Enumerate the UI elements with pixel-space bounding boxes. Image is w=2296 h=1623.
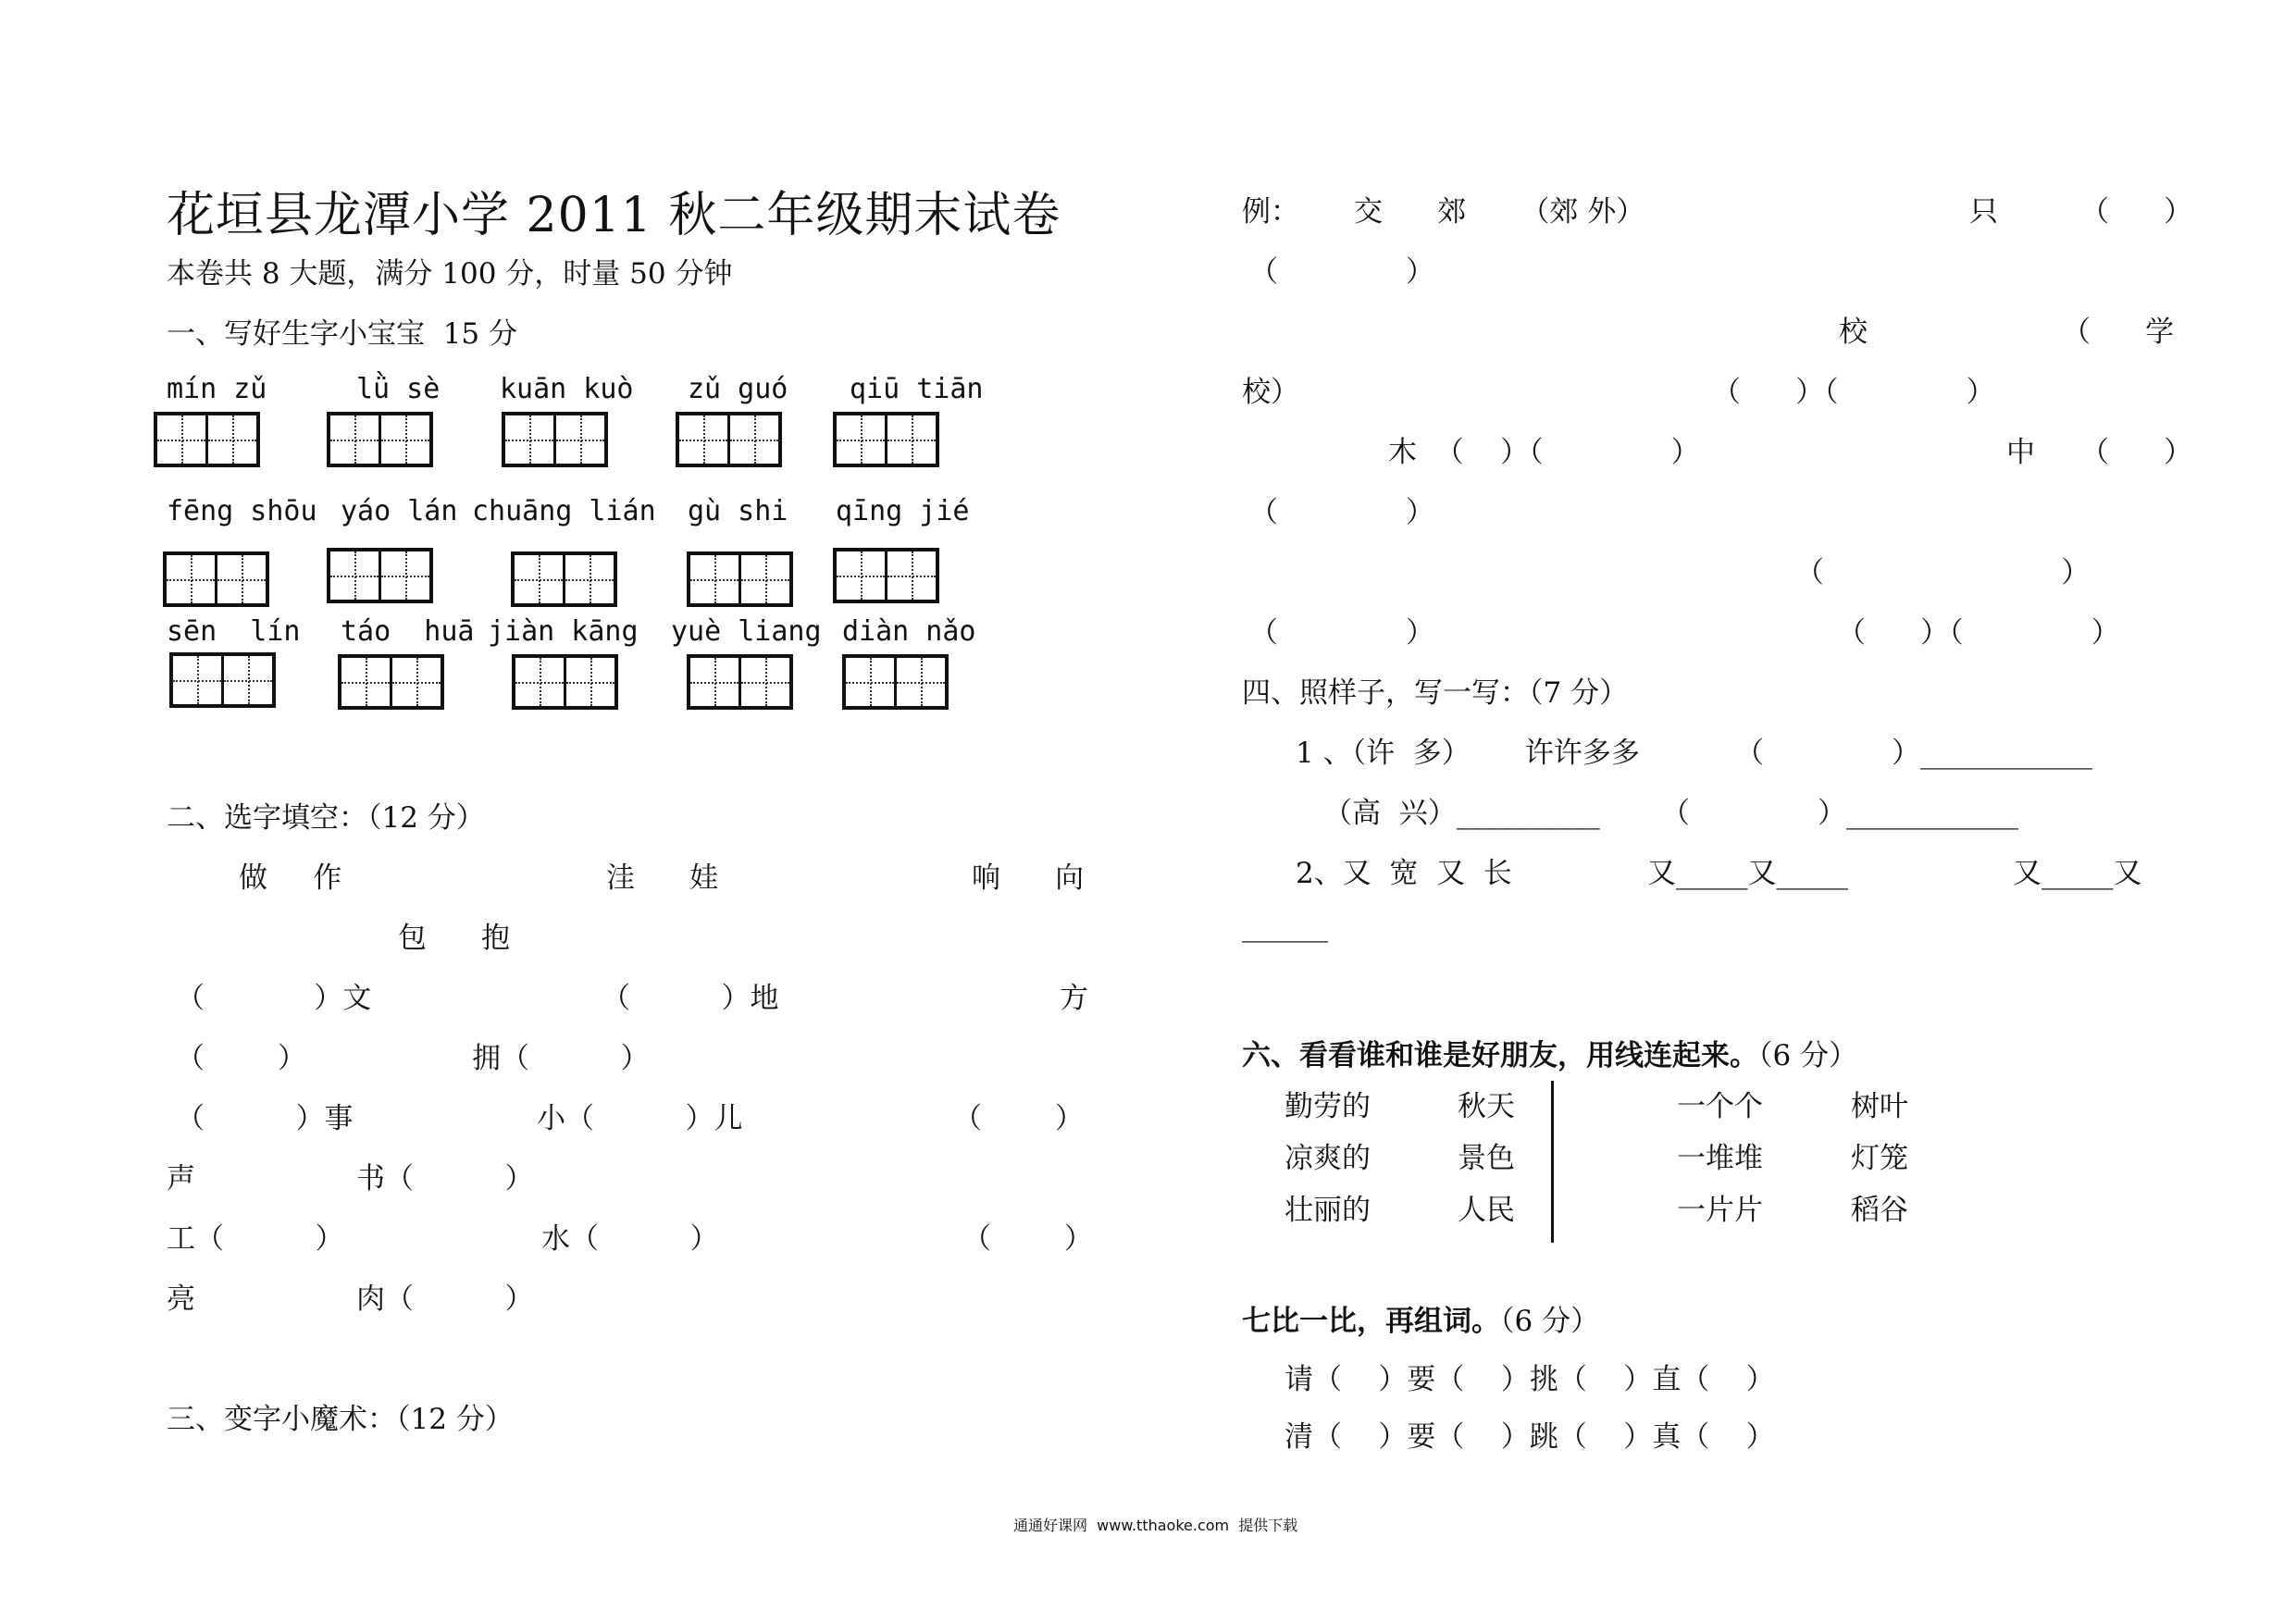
pinyin: lǜ sè [356,373,441,405]
pinyin: jiàn kāng [488,615,639,648]
fill-blank[interactable]: 又_____又_____ [1647,857,1848,890]
fill-blank[interactable]: （ ）（ ） [1712,376,1995,409]
example-line: 2、又 宽 又 长 [1296,857,1512,890]
tian-grid-box[interactable] [512,654,618,710]
fill-blank[interactable]: 拥（ ） [472,1042,650,1075]
fill-blank[interactable]: （ ） [1249,616,1434,650]
tian-grid-box[interactable] [842,654,949,710]
tian-grid-box[interactable] [833,548,939,603]
match-item[interactable]: 稻谷 [1851,1194,1908,1227]
fill-blank[interactable]: （ ） [953,1102,1084,1135]
char-pair: 响 向 [972,861,1085,895]
tian-grid-box[interactable] [687,551,793,607]
fill-blank[interactable]: （ ） [2080,195,2193,229]
pinyin: chuāng lián [472,495,656,527]
tian-grid-box[interactable] [327,412,433,467]
section6-heading [1242,1032,1857,1073]
fill-blank[interactable]: 木 （ ）（ ） [1388,436,1700,469]
fill-blank-text: 亮 [167,1282,195,1316]
pinyin: qiū tiān [850,373,984,405]
fill-blank-text: 方 [1060,982,1088,1015]
pinyin: qīng jié [836,495,970,527]
pinyin: gù shi [688,495,788,527]
pinyin: fēng shōu [167,495,317,527]
fill-blank[interactable]: （ ）文 [176,982,372,1015]
section3-heading: 三、变字小魔术：（12 分） [167,1403,514,1436]
section1-heading: 一、写好生字小宝宝 15 分 [167,317,518,351]
pinyin: mín zǔ [167,373,267,405]
pinyin: sēn lín [167,615,301,648]
fill-blank[interactable]: 小（ ）儿 [537,1102,743,1135]
match-item[interactable]: 一片片 [1677,1194,1763,1227]
tian-grid-box[interactable] [511,551,617,607]
example-line: 例： 交 郊 （郊 外） [1242,195,1645,229]
fill-blank[interactable]: （ ）____________ [1735,737,2092,770]
section4-heading: 四、照样子，写一写：（7 分） [1242,676,1629,710]
tian-grid-box[interactable] [169,652,276,708]
divider-line [1551,1081,1554,1243]
tian-grid-box[interactable] [502,412,608,467]
match-item[interactable]: 勤劳的 [1285,1090,1371,1123]
fill-blank[interactable]: （ ） [1249,255,1434,289]
fill-blank[interactable]: （ ） [1795,556,2091,589]
fill-blank-text: 中 [2006,436,2035,469]
fill-blank[interactable]: 又_____又 [2013,857,2142,890]
fill-blank[interactable]: 书（ ） [356,1162,534,1196]
fill-blank[interactable]: （ ）____________ [1661,797,2018,830]
fill-blank[interactable]: （高 兴）__________ [1323,797,1600,830]
section7-heading [1242,1297,1599,1339]
fill-blank[interactable]: （ ）事 [176,1102,354,1135]
fill-blank[interactable]: （ ） [962,1222,1093,1256]
match-item[interactable]: 壮丽的 [1285,1194,1371,1227]
tian-grid-box[interactable] [833,412,939,467]
fill-blank-text: 校） [1242,376,1299,409]
fill-blank-text: 只 [1969,195,1998,229]
fill-blank[interactable]: （ ） [2080,436,2193,469]
footer-source: 通通好课网 www.tthaoke.com 提供下载 [1013,1517,1298,1534]
tian-grid-box[interactable] [687,654,793,710]
char-pair: 包 抱 [398,922,511,955]
pinyin: diàn nǎo [842,615,976,648]
fill-blank[interactable]: 水（ ） [541,1222,719,1256]
match-item[interactable]: 灯笼 [1851,1142,1908,1175]
tian-grid-box[interactable] [676,412,782,467]
match-item[interactable]: 人民 [1458,1194,1515,1227]
pinyin: táo huā [341,615,475,648]
match-item[interactable]: 一堆堆 [1677,1142,1763,1175]
fill-blank[interactable]: （ ） [176,1042,306,1075]
fill-blank[interactable]: （ ）地 [602,982,779,1015]
match-item[interactable]: 景色 [1458,1142,1515,1175]
fill-blank[interactable]: 工（ ） [167,1222,344,1256]
fill-blank[interactable]: （ ）（ ） [1837,616,2120,650]
fill-blank-text: 声 [167,1162,195,1196]
tian-grid-box[interactable] [338,654,444,710]
exam-title: 花垣县龙潭小学 2011 秋二年级期末试卷 [167,188,1061,243]
tian-grid-box[interactable] [154,412,260,467]
match-item[interactable]: 秋天 [1458,1090,1515,1123]
fill-blank[interactable]: （ ） [1249,496,1434,529]
pinyin: kuān kuò [500,373,634,405]
char-pair: 洼 娃 [606,861,719,895]
match-item[interactable]: 凉爽的 [1285,1142,1371,1175]
tian-grid-box[interactable] [327,548,433,603]
match-item[interactable]: 一个个 [1677,1090,1763,1123]
section7-title: 七比一比，再组词。 [1242,1305,1500,1338]
section7-score: （6 分） [1500,1305,1600,1338]
match-item[interactable]: 树叶 [1851,1090,1908,1123]
pinyin: yuè liang [671,615,822,648]
pinyin: yáo lán [341,495,458,527]
example-line: 1 、（许 多） 许许多多 [1296,737,1640,770]
compare-row[interactable]: 清（ ）要（ ）跳（ ）真（ ） [1285,1420,1775,1454]
fill-blank[interactable]: （ 学 [2062,316,2175,349]
exam-subtitle: 本卷共 8 大题，满分 100 分，时量 50 分钟 [167,257,733,291]
char-pair: 做 作 [239,861,342,895]
tian-grid-box[interactable] [163,551,269,607]
compare-row[interactable]: 请（ ）要（ ）挑（ ）直（ ） [1285,1363,1775,1396]
section2-heading: 二、选字填空：（12 分） [167,801,485,835]
fill-blank[interactable]: 肉（ ） [356,1282,534,1316]
fill-blank-text: 校 [1839,316,1868,349]
section6-title: 六、看看谁和谁是好朋友，用线连起来。 [1242,1039,1758,1072]
fill-blank[interactable]: ______ [1242,910,1328,943]
pinyin: zǔ guó [688,373,788,405]
section6-score: （6 分） [1758,1039,1858,1072]
